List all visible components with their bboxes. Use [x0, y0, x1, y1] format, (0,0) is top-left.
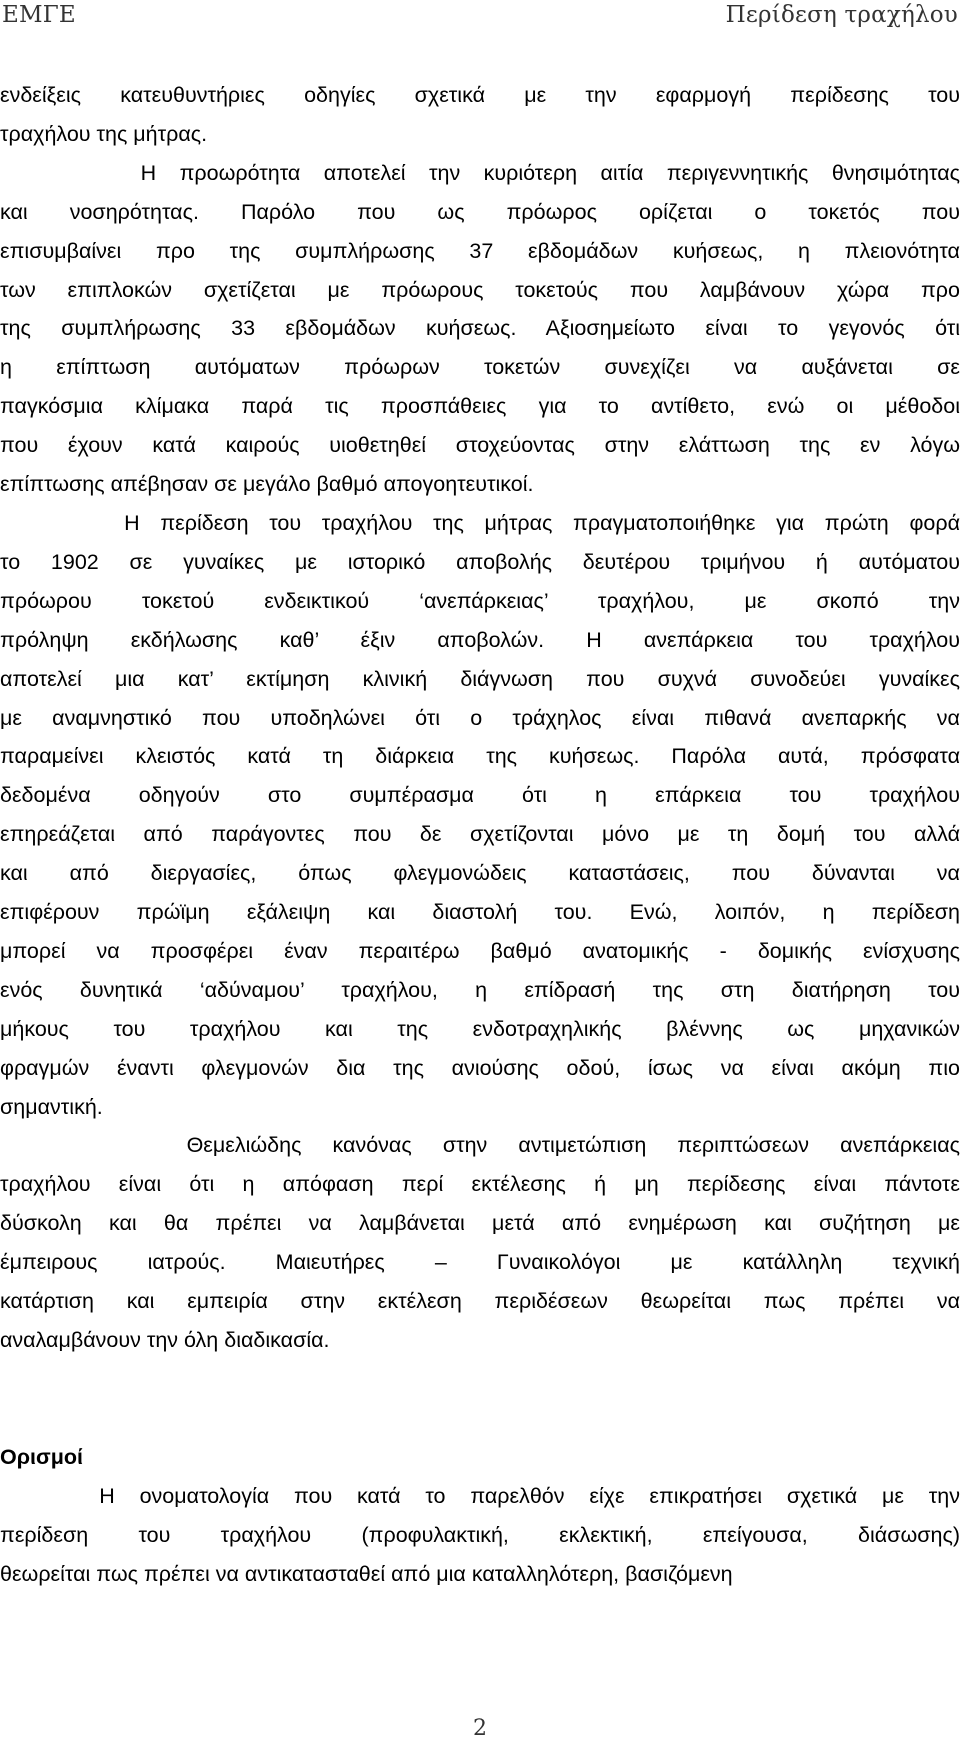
text-line: σημαντική. [0, 1094, 103, 1119]
text-line: επηρεάζεται από παράγοντες που δε σχετίζονται μόνο με τη δομή του αλλά [0, 822, 960, 847]
text-line: επίπτωσης απέβησαν σε μεγάλο βαθμό απογοητευτικοί. [0, 472, 534, 497]
section-spacer [0, 1360, 960, 1438]
text-line: επιφέρουν πρώϊμη εξάλειψη και διαστολή του. Ενώ, λοιπόν, η περίδεση [0, 900, 960, 925]
text-line: της συμπλήρωσης 33 εβδομάδων κυήσεως. Αξιοσημείωτο είναι το γεγονός ότι [0, 316, 960, 341]
text-line: θεωρείται πως πρέπει να αντικατασταθεί από μια καταλληλότερη, βασιζόμενη [0, 1561, 733, 1586]
text-line: αναλαμβάνουν την όλη διαδικασία. [0, 1328, 330, 1352]
text-line: μπορεί να προσφέρει έναν περαιτέρω βαθμό ανατομικής - δομικής ενίσχυσης [0, 938, 960, 963]
header-left-title: ΕΜΓΕ [2, 2, 76, 28]
paragraph [0, 154, 960, 504]
document-body [0, 76, 960, 1594]
paragraph [0, 504, 960, 1127]
text-line: μήκους του τραχήλου και της ενδοτραχηλικής βλέννης ως μηχανικών [0, 1016, 960, 1041]
text-line: δεδομένα οδηγούν στο συμπέρασμα ότι η επάρκεια του τραχήλου [0, 783, 960, 808]
text-line: και από διεργασίες, όπως φλεγμονώδεις καταστάσεις, που δύνανται να [0, 861, 960, 886]
page-number: 2 [473, 1716, 487, 1741]
text-line: η επίπτωση αυτόματων πρόωρων τοκετών συνεχίζει να αυξάνεται σε [0, 355, 960, 380]
text-line: παγκόσμια κλίμακα παρά τις προσπάθειες για το αντίθετο, ενώ οι μέθοδοι [0, 394, 960, 419]
text-line: πρόωρου τοκετού ενδεικτικού ‘ανεπάρκειας’ τραχήλου, με σκοπό την [0, 588, 960, 613]
text-line: αποτελεί μια κατ’ εκτίμηση κλινική διάγνωση που συχνά συνοδεύει γυναίκες [0, 666, 960, 691]
text-line: έμπειρους ιατρούς. Μαιευτήρες – Γυναικολόγοι με κατάλληλη τεχνική [0, 1250, 960, 1275]
text-line: επισυμβαίνει προ της συμπλήρωσης 37 εβδομάδων κυήσεως, η πλειονότητα [0, 238, 960, 263]
text-line: κατάρτιση και εμπειρία στην εκτέλεση περιδέσεων θεωρείται πως πρέπει να [0, 1289, 960, 1314]
text-line: Η ονοματολογία που κατά το παρελθόν είχε επικρατήσει σχετικά με την [0, 1483, 960, 1508]
text-line: και νοσηρότητας. Παρόλο που ως πρόωρος ορίζεται ο τοκετός που [0, 199, 960, 224]
text-line: περίδεση του τραχήλου (προφυλακτική, εκλεκτική, επείγουσα, διάσωσης) [0, 1522, 960, 1547]
text-line: φραγμών έναντι φλεγμονών δια της ανιούσης οδού, ίσως να είναι ακόμη πιο [0, 1055, 960, 1080]
text-line: Η προωρότητα αποτελεί την κυριότερη αιτία περιγεννητικής θνησιμότητας [0, 160, 960, 185]
paragraph [0, 76, 960, 154]
text-line: που έχουν κατά καιρούς υιοθετηθεί στοχεύοντας στην ελάττωση της εν λόγω [0, 433, 960, 458]
section-body [0, 1477, 960, 1594]
text-line: πρόληψη εκδήλωσης καθ’ έξιν αποβολών. Η ανεπάρκεια του τραχήλου [0, 627, 960, 652]
page-header [0, 0, 960, 34]
text-line: τραχήλου της μήτρας. [0, 121, 208, 146]
text-line: τραχήλου είναι ότι η απόφαση περί εκτέλεσης ή μη περίδεσης είναι πάντοτε [0, 1172, 960, 1197]
section-heading: Ορισμοί [0, 1444, 83, 1469]
paragraph [0, 1477, 960, 1594]
header-right-title: Περίδεση τραχήλου [725, 2, 958, 28]
text-line: Θεμελιώδης κανόνας στην αντιμετώπιση περιπτώσεων ανεπάρκειας [0, 1133, 960, 1158]
text-line: το 1902 σε γυναίκες με ιστορικό αποβολής δευτέρου τριμήνου ή αυτόματου [0, 549, 960, 574]
text-line: ενδείξεις κατευθυντήριες οδηγίες σχετικά με την εφαρμογή περίδεσης του [0, 83, 960, 107]
paragraphs [0, 76, 960, 1360]
text-line: δύσκολη και θα πρέπει να λαμβάνεται μετά από ενημέρωση και συζήτηση με [0, 1211, 960, 1236]
text-line: των επιπλοκών σχετίζεται με πρόωρους τοκετούς που λαμβάνουν χώρα προ [0, 277, 960, 302]
text-line: παραμείνει κλειστός κατά τη διάρκεια της κυήσεως. Παρόλα αυτά, πρόσφατα [0, 744, 960, 769]
text-line: ενός δυνητικά ‘αδύναμου’ τραχήλου, η επίδρασή της στη διατήρηση του [0, 977, 960, 1002]
text-line: με αναμνηστικό που υποδηλώνει ότι ο τράχηλος είναι πιθανά ανεπαρκής να [0, 705, 960, 730]
paragraph [0, 1126, 960, 1359]
text-line: Η περίδεση του τραχήλου της μήτρας πραγματοποιήθηκε για πρώτη φορά [0, 510, 960, 535]
